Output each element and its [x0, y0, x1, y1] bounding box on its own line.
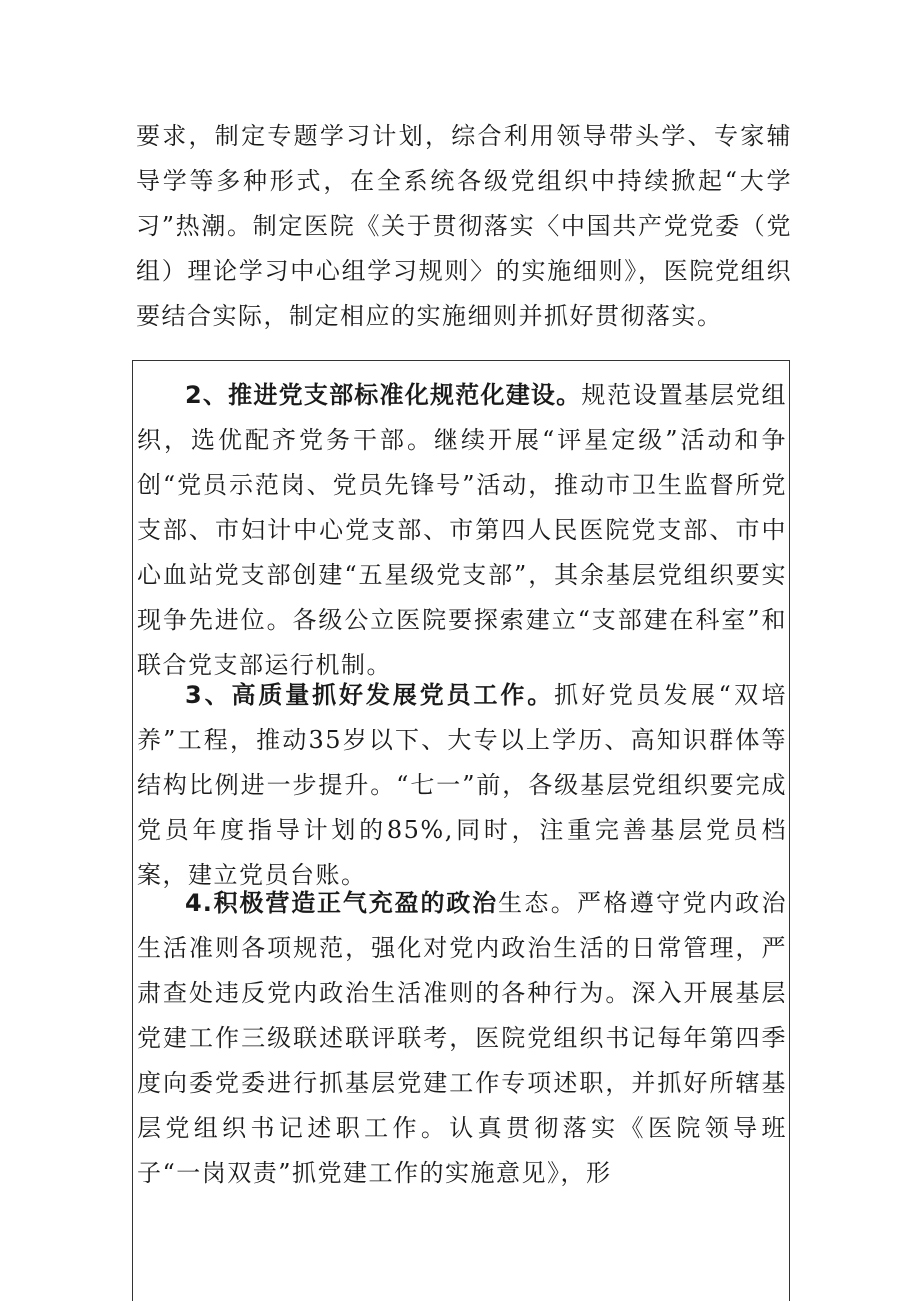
item-party-branch-standardization — [137, 373, 787, 688]
bordered-section — [132, 360, 790, 1301]
intro-paragraph — [136, 114, 792, 339]
item-political-ecology — [137, 881, 787, 1196]
item-body: 规范设置基层党组织，选优配齐党务干部。继续开展“评星定级”活动和争创“党员示范岗、党员先锋号”活动，推动市卫生监督所党支部、市妇计中心党支部、市第四人民医院党支部、市中心血站党支部创建“五星级党支部”，其余基层党组织要实现争先进位。各级公立医院要探索建立“支部建在科室”和联合党支部运行机制。 — [137, 381, 788, 679]
item-heading: 2、推进党支部标准化规范化建设。 — [185, 381, 582, 409]
intro-text: 要求，制定专题学习计划，综合利用领导带头学、专家辅导学等多种形式，在全系统各级党组织中持续掀起“大学习”热潮。制定医院《关于贯彻落实〈中国共产党党委（党组）理论学习中心组学习规则〉的实施细则》，医院党组织要结合实际，制定相应的实施细则并抓好贯彻落实。 — [136, 122, 792, 330]
item-heading: 4.积极营造正气充盈的政治 — [185, 889, 499, 917]
item-body: 生态。严格遵守党内政治生活准则各项规范，强化对党内政治生活的日常管理，严肃查处违反党内政治生活准则的各种行为。深入开展基层党建工作三级联述联评联考，医院党组织书记每年第四季度向委党委进行抓基层党建工作专项述职，并抓好所辖基层党组织书记述职工作。认真贯彻落实《医院领导班子“一岗双责”抓党建工作的实施意见》，形 — [137, 889, 788, 1187]
item-heading: 3、高质量抓好发展党员工作。 — [185, 681, 555, 709]
item-body: 抓好党员发展“双培养”工程，推动35岁以下、大专以上学历、高知识群体等结构比例进一步提升。“七一”前，各级基层党组织要完成党员年度指导计划的85%,同时，注重完善基层党员档案，建立党员台账。 — [137, 681, 787, 889]
item-party-member-development — [137, 673, 787, 898]
